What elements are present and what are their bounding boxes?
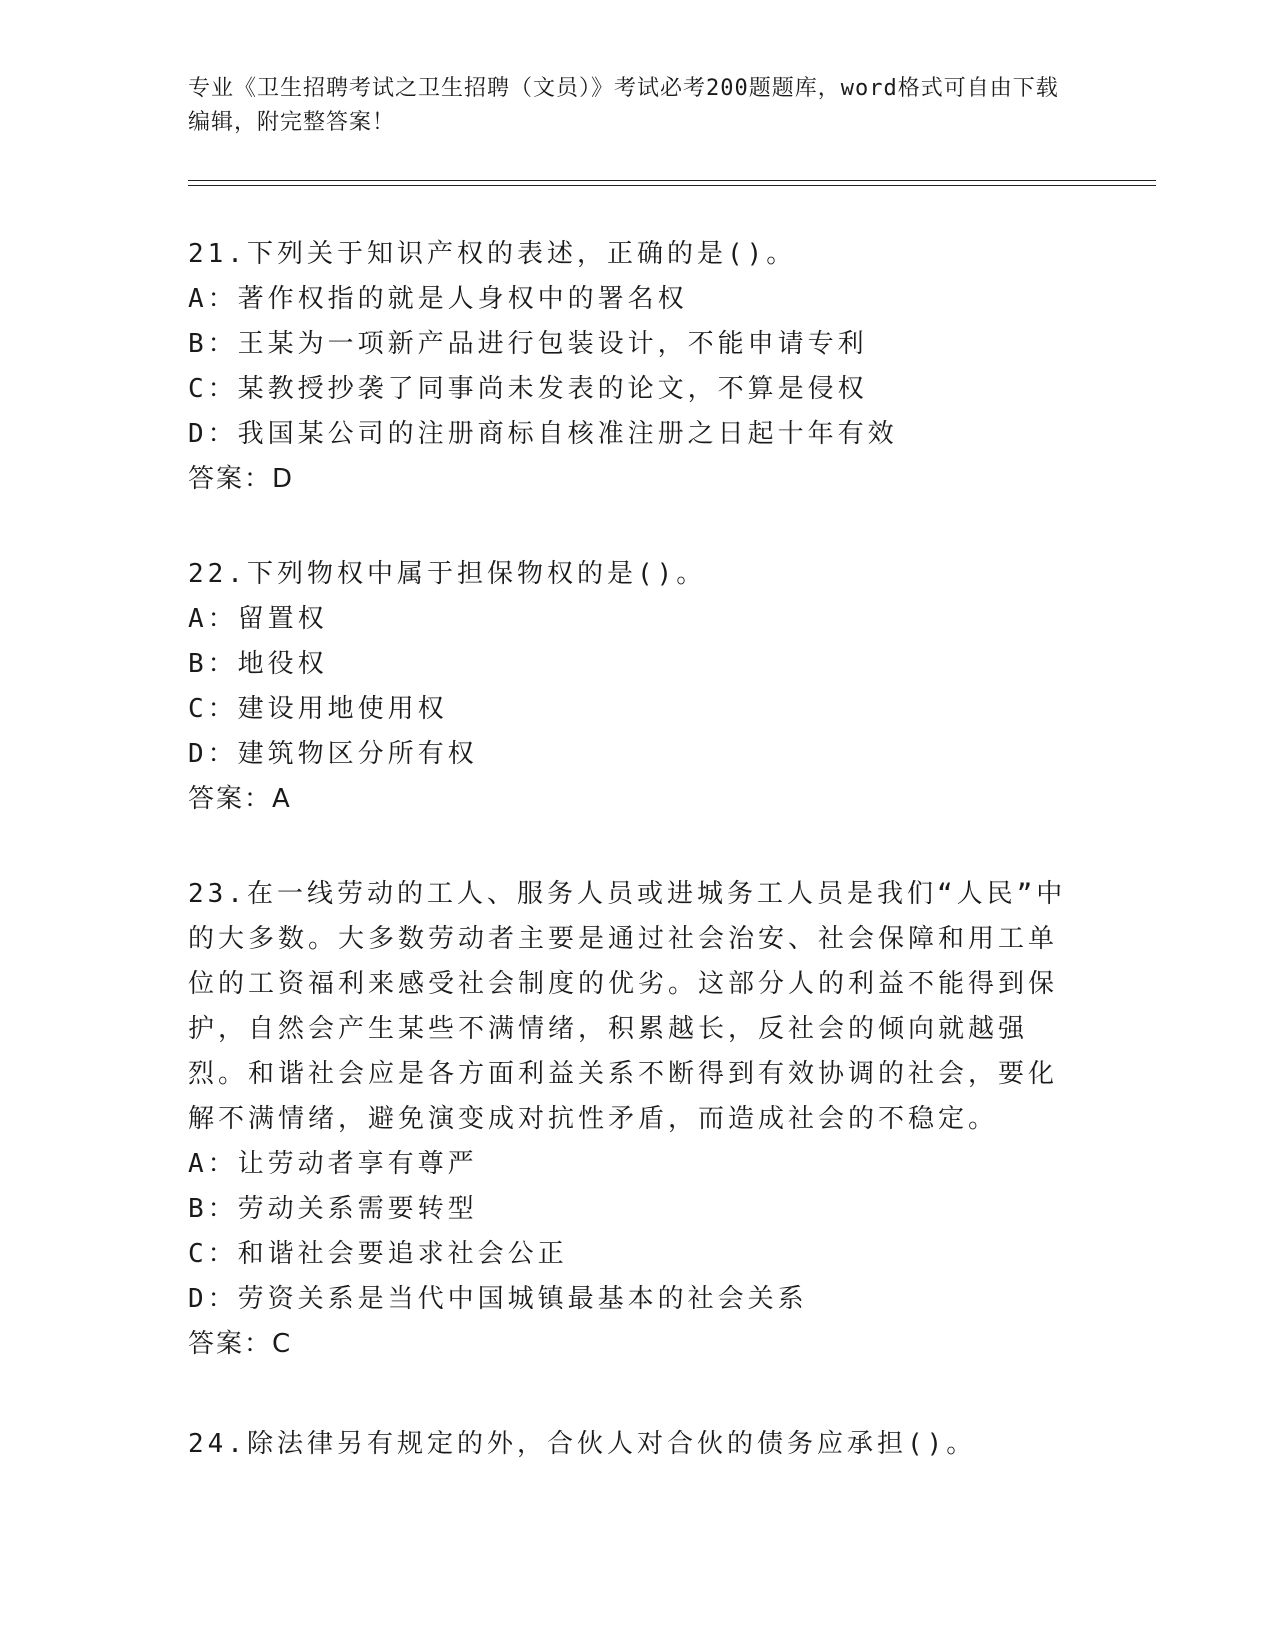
option-d: D：我国某公司的注册商标自核准注册之日起十年有效	[188, 419, 898, 449]
answer: 答案：A	[188, 784, 292, 814]
answer: 答案：D	[188, 464, 295, 494]
option-c: C：建设用地使用权	[188, 694, 448, 724]
question-stem: 24.除法律另有规定的外，合伙人对合伙的债务应承担()。	[188, 1429, 977, 1459]
option-a: A：著作权指的就是人身权中的署名权	[188, 284, 688, 314]
question-21	[188, 232, 1088, 502]
question-22	[188, 552, 1088, 822]
question-24	[188, 1422, 1088, 1467]
answer: 答案：C	[188, 1329, 293, 1359]
option-d: D：劳资关系是当代中国城镇最基本的社会关系	[188, 1284, 808, 1314]
option-c: C：和谐社会要追求社会公正	[188, 1239, 568, 1269]
question-stem: 22.下列物权中属于担保物权的是()。	[188, 559, 707, 589]
option-a: A：留置权	[188, 604, 328, 634]
header-divider-bottom	[188, 185, 1156, 186]
option-b: B：王某为一项新产品进行包装设计，不能申请专利	[188, 329, 868, 359]
option-c: C：某教授抄袭了同事尚未发表的论文，不算是侵权	[188, 374, 868, 404]
question-23	[188, 872, 1088, 1367]
header-divider-top	[188, 180, 1156, 181]
option-a: A：让劳动者享有尊严	[188, 1149, 478, 1179]
option-b: B：劳动关系需要转型	[188, 1194, 478, 1224]
question-stem: 23.在一线劳动的工人、服务人员或进城务工人员是我们“人民”中的大多数。大多数劳动者主要是通过社会治安、社会保障和用工单位的工资福利来感受社会制度的优劣。这部分人的利益不能得到保护，自然会产生某些不满情绪，积累越长，反社会的倾向就越强烈。和谐社会应是各方面利益关系不断得到有效协调的社会，要化解不满情绪，避免演变成对抗性矛盾，而造成社会的不稳定。	[188, 879, 1067, 1134]
question-stem: 21.下列关于知识产权的表述，正确的是()。	[188, 239, 797, 269]
option-b: B：地役权	[188, 649, 328, 679]
document-header: 专业《卫生招聘考试之卫生招聘（文员）》考试必考200题题库，word格式可自由下载编辑，附完整答案！	[188, 76, 1059, 135]
option-d: D：建筑物区分所有权	[188, 739, 478, 769]
